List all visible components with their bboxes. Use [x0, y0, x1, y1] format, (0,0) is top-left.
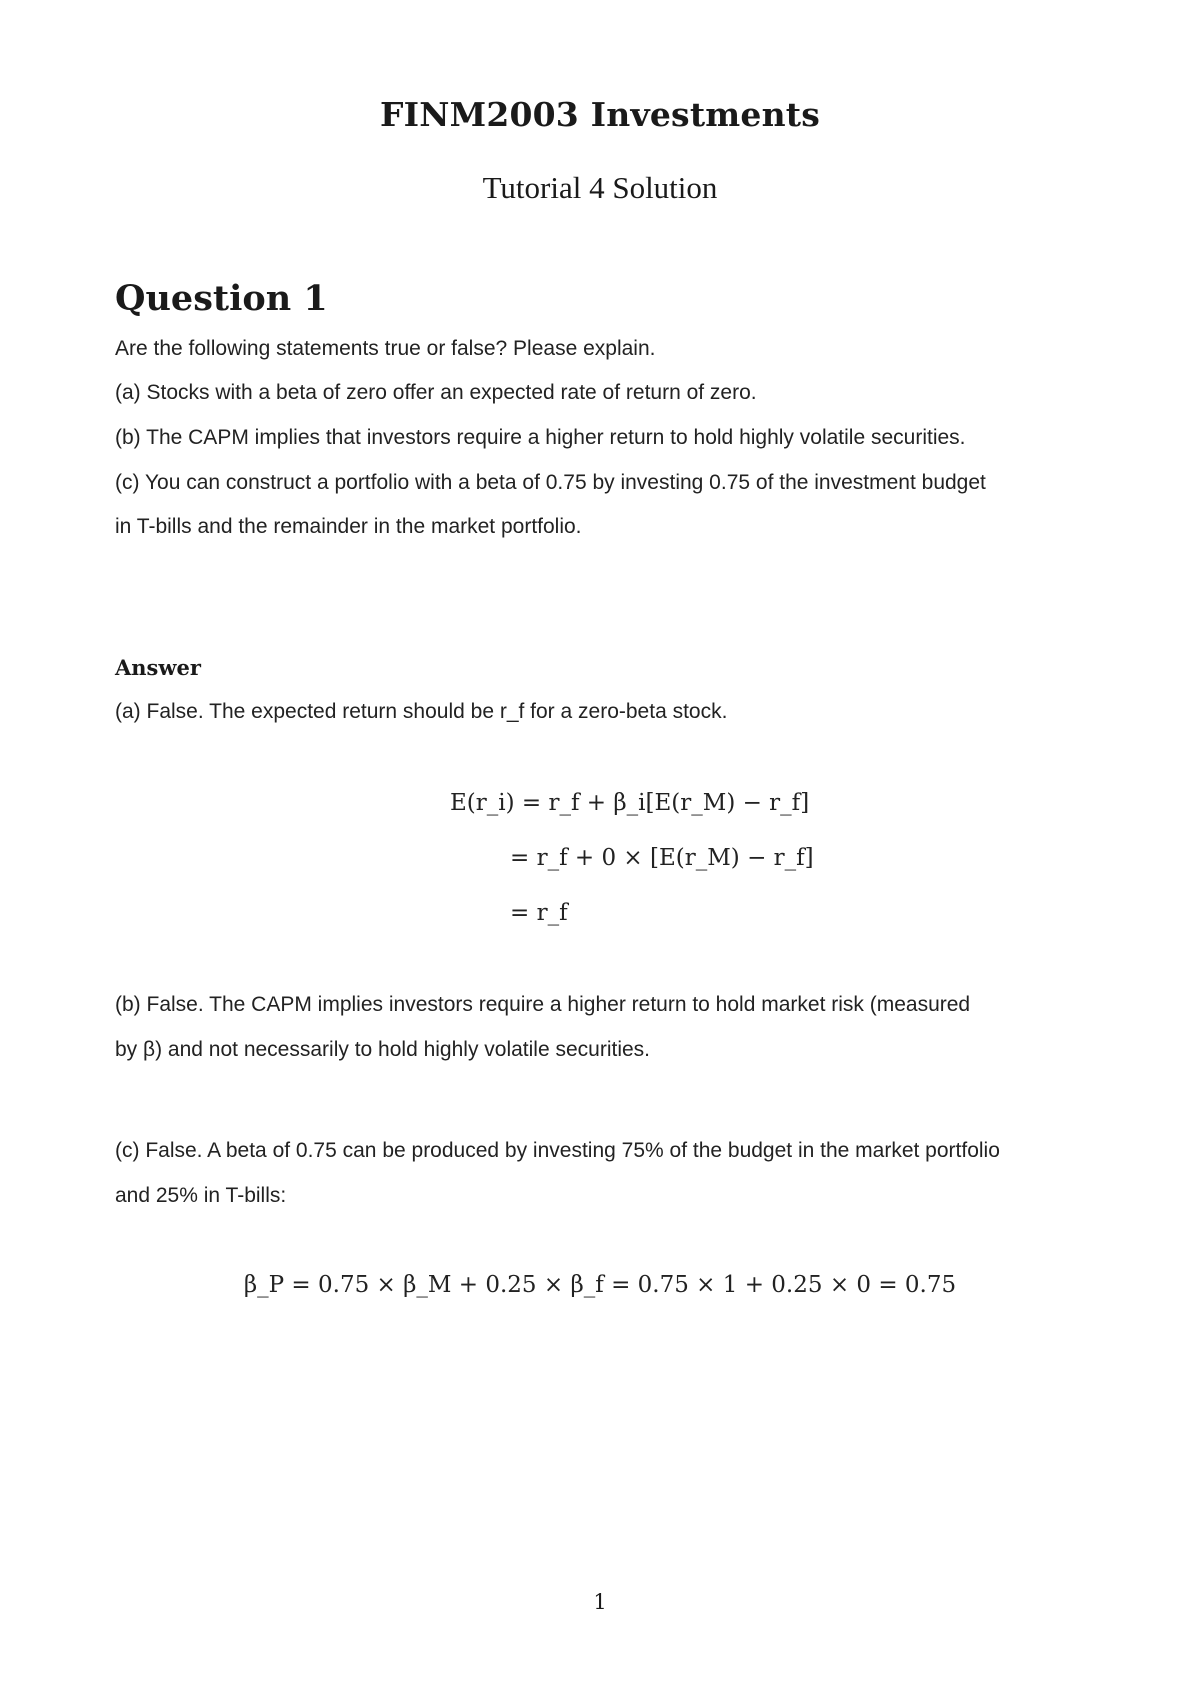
- equation-a-line2: = r_f + 0 × [E(r_M) − r_f]: [510, 845, 814, 871]
- equation-a-line3: = r_f: [510, 900, 568, 926]
- answer-c-line2: and 25% in T-bills:: [115, 1184, 287, 1207]
- section-heading: Question 1: [115, 278, 328, 319]
- page-number: 1: [593, 1590, 607, 1614]
- answer-b-line2: by β) and not necessarily to hold highly volatile securities.: [115, 1038, 651, 1061]
- question-prompt: Are the following statements true or false? Please explain.: [115, 337, 656, 360]
- statement-c-line2: in T-bills and the remainder in the market portfolio.: [115, 515, 582, 538]
- document-title: FINM2003 Investments: [379, 95, 821, 134]
- document-subtitle: Tutorial 4 Solution: [482, 170, 718, 205]
- answer-heading: Answer: [115, 655, 201, 680]
- answer-a-text: (a) False. The expected return should be r_f for a zero-beta stock.: [115, 700, 728, 723]
- statement-a: (a) Stocks with a beta of zero offer an expected rate of return of zero.: [115, 381, 757, 404]
- equation-c: β_P = 0.75 × β_M + 0.25 × β_f = 0.75 × 1 + 0.25 × 0 = 0.75: [243, 1272, 957, 1298]
- equation-a-line1: E(r_i) = r_f + β_i[E(r_M) − r_f]: [450, 790, 810, 816]
- answer-b-line1: (b) False. The CAPM implies investors require a higher return to hold market risk (measured: [115, 993, 971, 1016]
- statement-c-line1: (c) You can construct a portfolio with a beta of 0.75 by investing 0.75 of the investment budget: [115, 471, 986, 494]
- answer-c-line1: (c) False. A beta of 0.75 can be produced by investing 75% of the budget in the market portfolio: [115, 1139, 1000, 1162]
- statement-b: (b) The CAPM implies that investors require a higher return to hold highly volatile securities.: [115, 426, 966, 449]
